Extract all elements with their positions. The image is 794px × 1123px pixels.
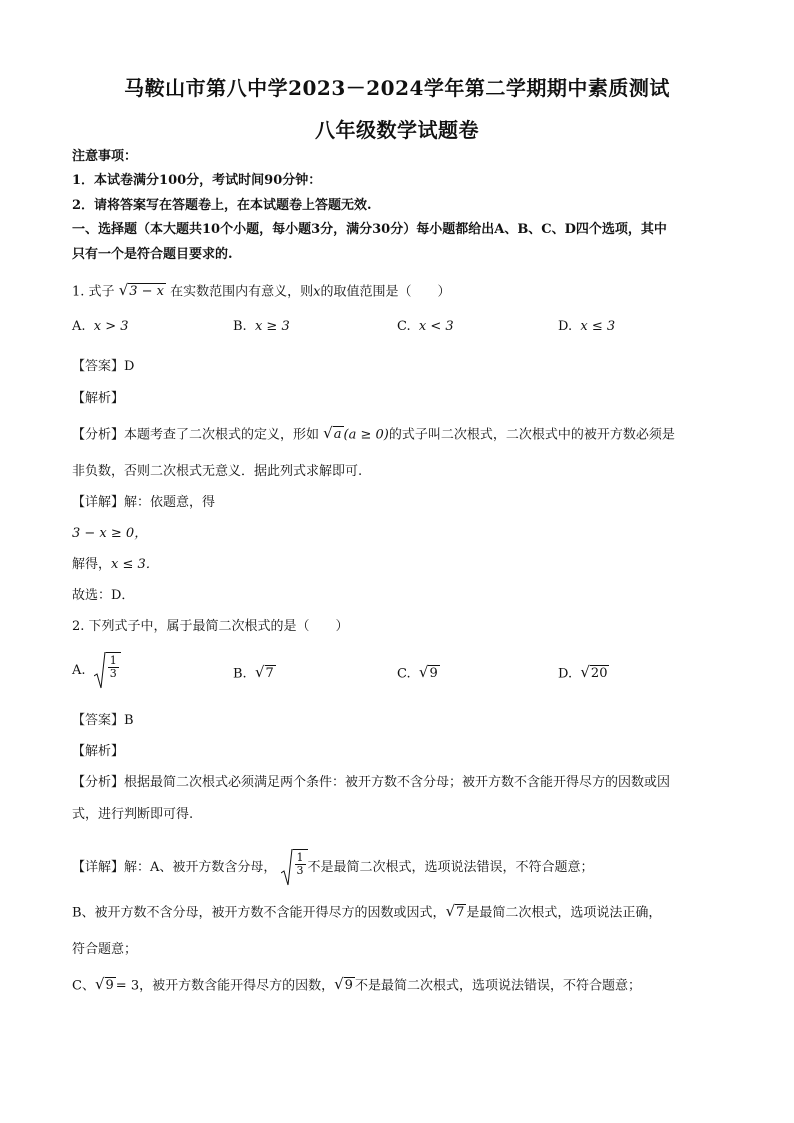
q1-analysis-1: 【分析】本题考查了二次根式的定义，形如 √a (a ≥ 0)的式子叫二次根式，二次根式中的被开方数必须是: [72, 424, 675, 443]
radical-sign-icon: [281, 849, 293, 887]
sqrt-fraction: $\frac{1}{3}$: [94, 652, 121, 690]
q2-jiexi: 【解析】: [72, 744, 125, 759]
q1-step-2: 解得，x ≤ 3．: [72, 557, 159, 572]
q2-analysis-2: 式，进行判断即可得.: [72, 807, 194, 822]
q1-answer: 【答案】D: [72, 359, 135, 374]
q1-detail: 【详解】解：依题意，得: [72, 495, 216, 510]
q2-option-d: D. √20: [558, 663, 608, 682]
q2-detail-c: C、√9 = 3，被开方数含能开得尽方的因数，√9 不是最简二次根式，选项说法错误，不符合题意；: [72, 975, 641, 994]
sqrt-expression: √a: [323, 424, 342, 442]
radical-sign-icon: [94, 652, 106, 690]
q2-option-a: A. $\frac{1}{3}$: [72, 652, 121, 690]
q2-option-b: B. √7: [233, 663, 274, 682]
note-2: 2．请将答案写在答题卷上，在本试题卷上答题无效.: [72, 198, 372, 213]
sqrt-expression: √3 − x: [118, 281, 165, 299]
exam-title: 马鞍山市第八中学2023－2024学年第二学期期中素质测试: [124, 76, 670, 100]
q1-jiexi: 【解析】: [72, 391, 125, 406]
exam-subtitle: 八年级数学试题卷: [315, 118, 479, 142]
q2-analysis-1: 【分析】根据最简二次根式必须满足两个条件：被开方数不含分母；被开方数不含能开得尽方的因数或因: [72, 775, 671, 790]
question-1-stem: 1. 式子 √3 − x 在实数范围内有意义，则x的取值范围是（ ）: [72, 281, 451, 300]
q1-option-c: C. x < 3: [397, 319, 454, 334]
q1-step-1: 3 − x ≥ 0，: [72, 526, 148, 541]
q1-analysis-2: 非负数，否则二次根式无意义．据此列式求解即可.: [72, 464, 363, 479]
notes-heading: 注意事项：: [72, 149, 138, 164]
q1-option-d: D. x ≤ 3: [558, 319, 616, 334]
q1-option-b: B. x ≥ 3: [233, 319, 290, 334]
section-instructions-1: 一、选择题（本大题共10个小题，每小题3分，满分30分）每小题都给出A、B、C、D四个选项，其中: [72, 222, 667, 237]
sqrt-fraction: $\frac{1}{3}$: [281, 849, 308, 887]
note-1: 1．本试卷满分100分，考试时间90分钟：: [72, 173, 322, 188]
question-2-stem: 2. 下列式子中，属于最简二次根式的是（ ）: [72, 619, 349, 634]
q2-option-c: C. √9: [397, 663, 438, 682]
q1-option-a: A. x > 3: [72, 319, 129, 334]
q2-answer: 【答案】B: [72, 713, 134, 728]
q2-detail-b-cont: 符合题意；: [72, 942, 138, 957]
q2-detail-a: 【详解】解：A、被开方数含分母， $\frac{1}{3}$ 不是最简二次根式，选项说法错误，不符合题意；: [72, 849, 594, 887]
section-instructions-2: 只有一个是符合题目要求的.: [72, 247, 233, 262]
q2-detail-b: B、被开方数不含分母，被开方数不含能开得尽方的因数或因式，√7 是最简二次根式，选项说法正确，: [72, 902, 662, 921]
q1-choose: 故选：D．: [72, 588, 135, 603]
